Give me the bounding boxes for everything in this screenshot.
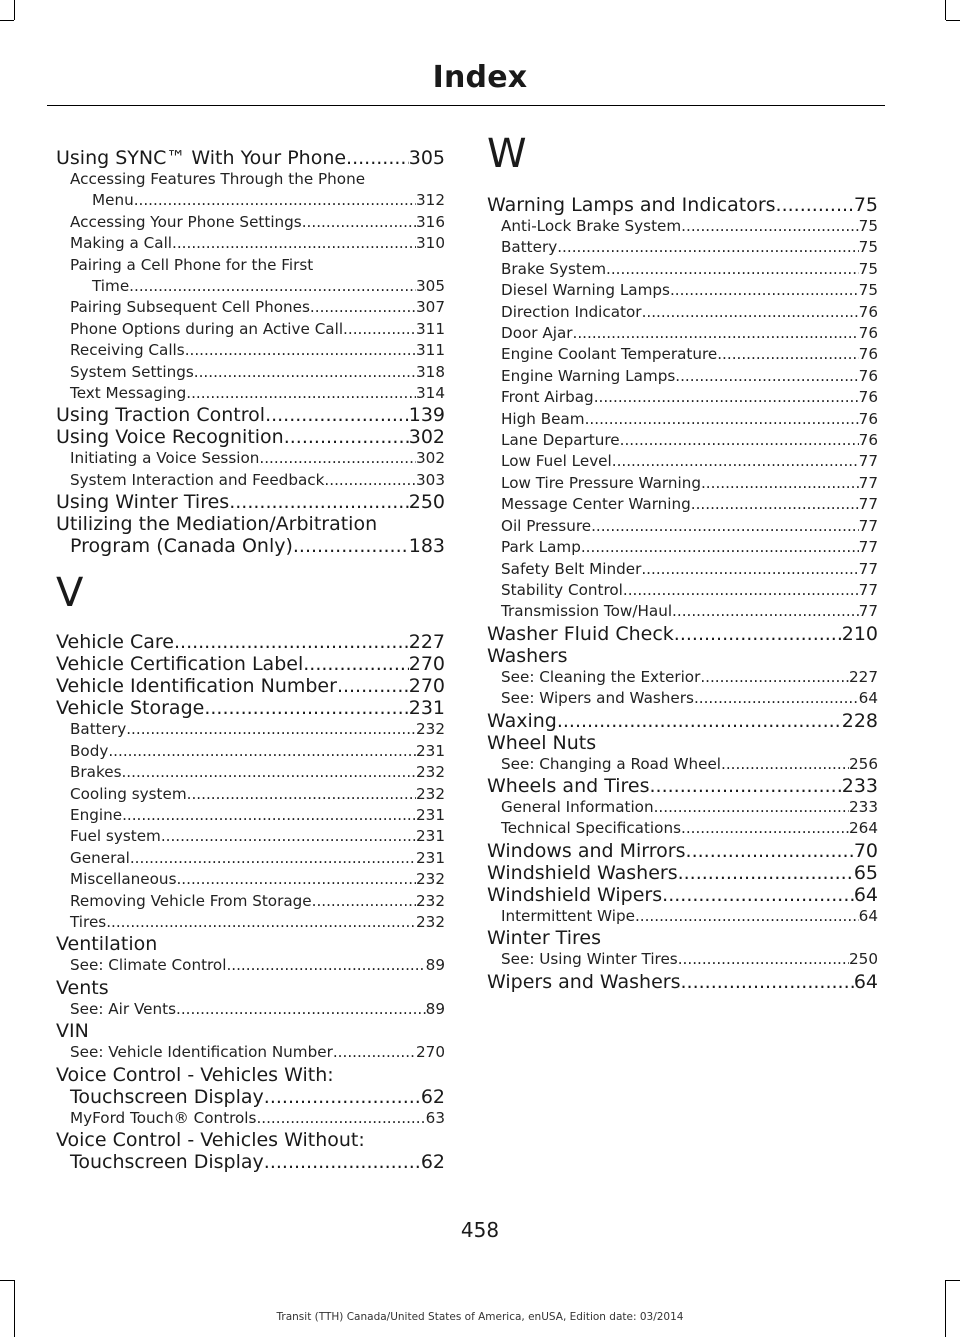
index-subentry[interactable]: Transmission Tow/Haul ..... 77 xyxy=(487,601,878,622)
index-entry[interactable]: Windows and Mirrors ..... 70 xyxy=(487,840,878,862)
index-entry: Utilizing the Mediation/Arbitration xyxy=(56,513,378,536)
index-entry[interactable]: Using Winter Tires ..... 250 xyxy=(56,491,445,513)
index-entry: Ventilation xyxy=(56,933,158,956)
index-subentry[interactable]: Body ..... 231 xyxy=(56,741,445,762)
crop-mark xyxy=(14,1280,15,1337)
index-entry: Voice Control - Vehicles Without: xyxy=(56,1128,365,1151)
index-entry[interactable]: Windshield Wipers ..... 64 xyxy=(487,884,878,906)
crop-mark xyxy=(946,20,960,21)
index-subentry[interactable]: General ..... 231 xyxy=(56,848,445,869)
index-entry[interactable]: Vehicle Care ..... 227 xyxy=(56,631,445,653)
section-letter: V xyxy=(56,570,84,617)
index-entry[interactable]: Waxing ..... 228 xyxy=(487,710,878,732)
index-entry[interactable]: Using SYNC™ With Your Phone ..... 305 xyxy=(56,147,445,169)
index-column-left xyxy=(56,147,445,1173)
index-subentry[interactable]: General Information ..... 233 xyxy=(487,797,878,818)
index-subentry[interactable]: Tires ..... 232 xyxy=(56,912,445,933)
index-subentry[interactable]: Lane Departure ..... 76 xyxy=(487,430,878,451)
index-subentry[interactable]: Anti-Lock Brake System ..... 75 xyxy=(487,216,878,237)
index-subentry[interactable]: Safety Belt Minder ..... 77 xyxy=(487,559,878,580)
page-title: Index xyxy=(432,60,528,95)
index-column-right xyxy=(487,131,878,993)
index-subentry[interactable]: Making a Call ..... 310 xyxy=(56,233,445,254)
index-subentry: Accessing Features Through the Phone xyxy=(70,170,366,188)
index-subentry[interactable]: Brake System ..... 75 xyxy=(487,259,878,280)
index-subentry[interactable]: Fuel system ..... 231 xyxy=(56,826,445,847)
index-subentry[interactable]: See: Air Vents ..... 89 xyxy=(56,999,445,1020)
index-subentry[interactable]: MyFord Touch® Controls ..... 63 xyxy=(56,1108,445,1129)
index-entry: VIN xyxy=(56,1020,89,1043)
index-subentry[interactable]: Front Airbag ..... 76 xyxy=(487,387,878,408)
crop-mark xyxy=(0,20,14,21)
index-entry: Vents xyxy=(56,976,109,999)
title-divider xyxy=(47,105,885,106)
index-entry: Washers xyxy=(487,644,568,667)
index-subentry[interactable]: Message Center Warning ..... 77 xyxy=(487,494,878,515)
index-subentry[interactable]: Stability Control ..... 77 xyxy=(487,580,878,601)
index-entry[interactable]: Using Traction Control ..... 139 xyxy=(56,404,445,426)
crop-mark xyxy=(945,1280,946,1337)
crop-mark xyxy=(945,0,946,20)
index-entry[interactable]: Program (Canada Only) ..... 183 xyxy=(56,535,445,557)
index-entry[interactable]: Wheels and Tires ..... 233 xyxy=(487,775,878,797)
index-subentry[interactable]: Technical Specifications ..... 264 xyxy=(487,818,878,839)
index-subentry[interactable]: System Interaction and Feedback ..... 303 xyxy=(56,470,445,491)
index-subentry[interactable]: Oil Pressure ..... 77 xyxy=(487,516,878,537)
edition-footer: Transit (TTH) Canada/United States of America, enUSA, Edition date: 03/2014 xyxy=(276,1311,684,1323)
index-subentry[interactable]: Removing Vehicle From Storage ..... 232 xyxy=(56,891,445,912)
index-subentry[interactable]: Door Ajar ..... 76 xyxy=(487,323,878,344)
index-entry[interactable]: Touchscreen Display ..... 62 xyxy=(56,1151,445,1173)
index-entry: Winter Tires xyxy=(487,927,601,950)
index-entry[interactable]: Wipers and Washers ..... 64 xyxy=(487,971,878,993)
index-subentry[interactable]: Low Tire Pressure Warning ..... 77 xyxy=(487,473,878,494)
index-subentry[interactable]: Miscellaneous ..... 232 xyxy=(56,869,445,890)
index-subentry[interactable]: Direction Indicator ..... 76 xyxy=(487,302,878,323)
crop-mark xyxy=(14,0,15,20)
index-entry[interactable]: Warning Lamps and Indicators ..... 75 xyxy=(487,194,878,216)
index-subentry[interactable]: Battery ..... 232 xyxy=(56,719,445,740)
index-subentry[interactable]: Initiating a Voice Session ..... 302 xyxy=(56,448,445,469)
index-subentry[interactable]: Park Lamp ..... 77 xyxy=(487,537,878,558)
index-subentry[interactable]: Low Fuel Level ..... 77 xyxy=(487,451,878,472)
index-entry: Wheel Nuts xyxy=(487,731,597,754)
index-subentry: Pairing a Cell Phone for the First xyxy=(70,255,314,274)
index-subentry[interactable]: System Settings ..... 318 xyxy=(56,362,445,383)
index-subentry[interactable]: Intermittent Wipe ..... 64 xyxy=(487,906,878,927)
index-entry[interactable]: Washer Fluid Check ..... 210 xyxy=(487,623,878,645)
index-subentry[interactable]: See: Changing a Road Wheel ..... 256 xyxy=(487,754,878,775)
index-entry[interactable]: Touchscreen Display ..... 62 xyxy=(56,1086,445,1108)
crop-mark xyxy=(0,1280,14,1281)
crop-mark xyxy=(946,1280,960,1281)
index-entry: Voice Control - Vehicles With: xyxy=(56,1063,334,1086)
index-subentry[interactable]: See: Wipers and Washers ..... 64 xyxy=(487,688,878,709)
page-number: 458 xyxy=(460,1218,500,1242)
index-subentry[interactable]: See: Climate Control ..... 89 xyxy=(56,955,445,976)
index-subentry[interactable]: Accessing Your Phone Settings ..... 316 xyxy=(56,212,445,233)
index-subentry[interactable]: Phone Options during an Active Call ..... 311 xyxy=(56,319,445,340)
index-subentry[interactable]: Menu ..... 312 xyxy=(56,190,445,211)
index-subentry[interactable]: Cooling system ..... 232 xyxy=(56,784,445,805)
section-letter: W xyxy=(487,131,527,177)
index-subentry[interactable]: Battery ..... 75 xyxy=(487,237,878,258)
index-entry[interactable]: Vehicle Storage ..... 231 xyxy=(56,697,445,719)
index-entry[interactable]: Vehicle Identification Number ..... 270 xyxy=(56,675,445,697)
index-subentry[interactable]: Engine Coolant Temperature ..... 76 xyxy=(487,344,878,365)
index-subentry[interactable]: Diesel Warning Lamps ..... 75 xyxy=(487,280,878,301)
index-subentry[interactable]: See: Vehicle Identification Number ..... 270 xyxy=(56,1042,445,1063)
index-subentry[interactable]: Text Messaging ..... 314 xyxy=(56,383,445,404)
index-subentry[interactable]: Engine ..... 231 xyxy=(56,805,445,826)
index-subentry[interactable]: Time ..... 305 xyxy=(56,276,445,297)
index-subentry[interactable]: See: Using Winter Tires ..... 250 xyxy=(487,949,878,970)
index-subentry[interactable]: Engine Warning Lamps ..... 76 xyxy=(487,366,878,387)
index-entry[interactable]: Windshield Washers ..... 65 xyxy=(487,862,878,884)
index-entry[interactable]: Vehicle Certification Label ..... 270 xyxy=(56,653,445,675)
index-subentry[interactable]: Pairing Subsequent Cell Phones ..... 307 xyxy=(56,297,445,318)
index-entry[interactable]: Using Voice Recognition ..... 302 xyxy=(56,426,445,448)
index-subentry[interactable]: Brakes ..... 232 xyxy=(56,762,445,783)
index-subentry[interactable]: See: Cleaning the Exterior ..... 227 xyxy=(487,667,878,688)
index-subentry[interactable]: High Beam ..... 76 xyxy=(487,409,878,430)
index-subentry[interactable]: Receiving Calls ..... 311 xyxy=(56,340,445,361)
